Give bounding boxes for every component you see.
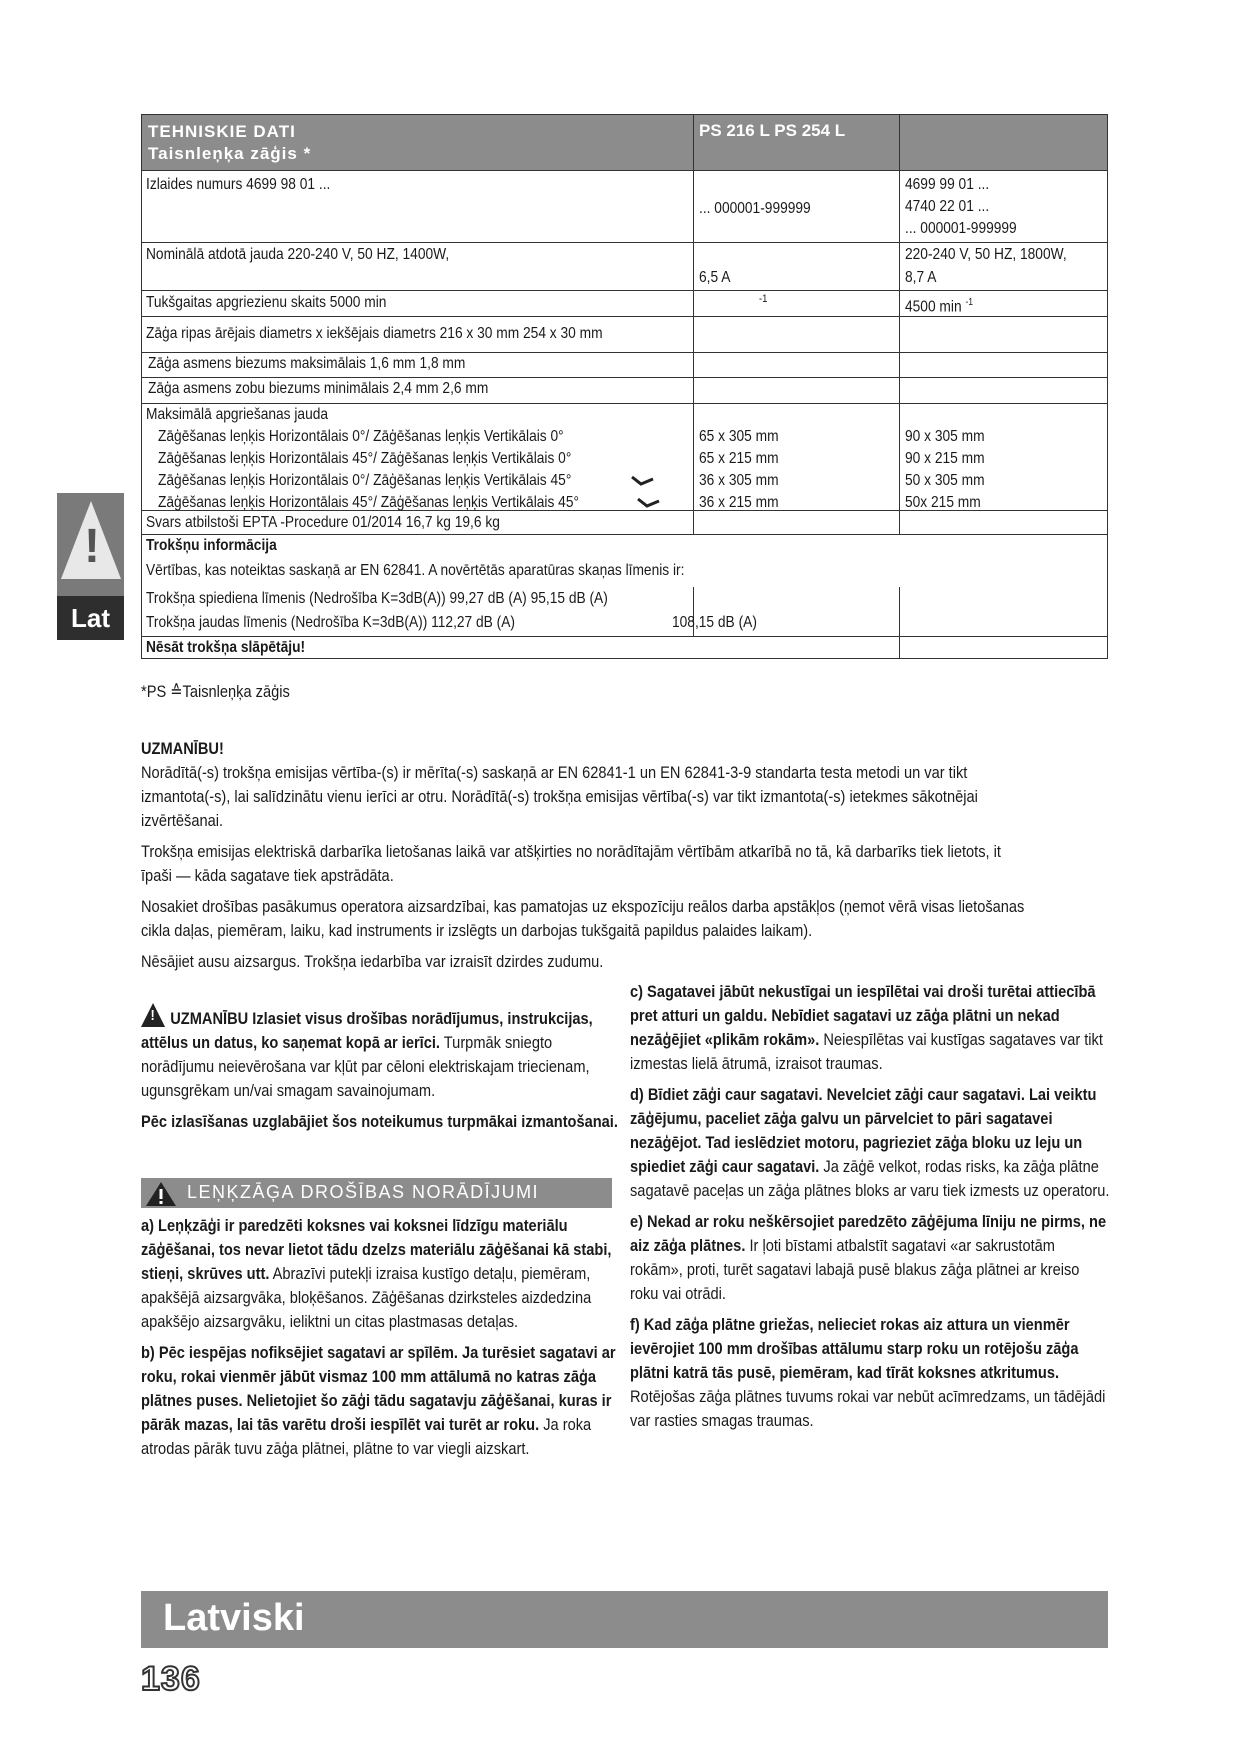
- row-apgriezieni-ps254: 4500 min: [905, 298, 962, 316]
- rule-f-bold: f) Kad zāģa plātne griežas, nelieciet rokas aiz attura un vienmēr ievērojiet 100 mm drošības attālumu starp roku un rotējošu zāģa plātni katrā tās pusē, piemēram, kad tīrāt koksnes atkritumus.: [630, 1315, 1079, 1382]
- general-warning-text: Turpmāk sniegto norādījumu neievērošana var kļūt par cēloni elektriskajam triecienam, ugunsgrēkam un/vai smagam savainojumam.: [141, 1033, 590, 1100]
- row-izlaides-ps254-c: ... 000001-999999: [905, 220, 1017, 237]
- uzmanibu-p1b: izmantota(-s), lai salīdzinātu vienu ierīci ar otru. Norādītā(-s) trokšņa emisijas vērtība(-s) var tikt izmantota(-s) ietekmes sākotnējai: [141, 787, 978, 806]
- rule-a-bold: a) Leņķzāģi ir paredzēti koksnes vai koksnei līdzīgu materiālu zāģēšanai, tos nevar lietot tādu dzelzs materiālu zāģēšanai kā stabi, stieņi, skrūves utt.: [141, 1216, 612, 1283]
- general-warning-bold: UZMANĪBU Izlasiet visus drošības norādījumus, instrukcijas, attēlus un datus, ko saņemat kopā ar ierīci.: [141, 1009, 593, 1052]
- rule-c-bold: c) Sagatavei jābūt nekustīgai un iespīlētai vai droši turētai attiecībā pret atturi un galdu. Nebīdiet sagatavi uz zāģa plātni un nekad nezāģējiet «plikām rokām».: [630, 982, 1096, 1049]
- rule-f-text: Rotējošas zāģa plātnes tuvums rokai var nebūt acīmredzams, un tādējādi var rasties smagas traumas.: [630, 1387, 1106, 1430]
- rule-a-text: Abrazīvi putekļi izraisa kustīgo detaļu, piemēram, apakšējā aizsargvāka, bloķēšanos. Zāģēšanas dzirksteles aizdedzina apakšējo aizsargvāku, ieliktni un citas plastmasas detaļas.: [141, 1264, 592, 1331]
- uzmanibu-title: UZMANĪBU!: [141, 739, 224, 758]
- rule-e-text: Ir ļoti bīstami atbalstīt sagatavi «ar sakrustotām rokām», proti, turēt sagatavi labajā pusē blakus zāģa plātnei ar kreiso roku vai otrādi.: [630, 1236, 1080, 1303]
- uzmanibu-p3a: Nosakiet drošības pasākumus operatora aizsardzībai, kas pamatojas uz ekspozīciju reālos darba apstākļos (ņemot vērā visas lietošanas: [141, 897, 1025, 916]
- row-cut-3-ps216: 36 x 305 mm: [699, 472, 779, 489]
- rule-e-bold: e) Nekad ar roku neškērsojiet paredzēto zāģējuma līniju ne pirms, ne aiz zāģa plātnes.: [630, 1212, 1107, 1255]
- right-column: [630, 980, 1112, 1440]
- uzmanibu-p4: Nēsājiet ausu aizsargus. Trokšņa iedarbība var izraisīt dzirdes zudumu.: [141, 952, 604, 971]
- row-cut-3: Zāģēšanas leņķis Horizontālais 0°/ Zāģēšanas leņķis Vertikālais 45°: [158, 472, 572, 489]
- footer-bar: [141, 1591, 1108, 1648]
- left-column-rules: [141, 1214, 623, 1468]
- bevel-angle-icon: [637, 497, 661, 509]
- row-spiediena: Trokšņa spiediena līmenis (Nedrošība K=3dB(A)) 99,27 dB (A) 95,15 dB (A): [146, 590, 608, 607]
- row-biezums-max: Zāģa asmens biezums maksimālais 1,6 mm 1,8 mm: [148, 355, 466, 372]
- section-title: LEŅĶZĀĢA DROŠĪBAS NORĀDĪJUMI: [187, 1182, 540, 1202]
- row-izlaides-ps216: ... 000001-999999: [699, 200, 811, 217]
- row-izlaides-ps254-b: 4740 22 01 ...: [905, 198, 990, 215]
- row-cut-2: Zāģēšanas leņķis Horizontālais 45°/ Zāģēšanas leņķis Vertikālais 0°: [158, 450, 572, 467]
- row-svars: Svars atbilstoši EPTA -Procedure 01/2014 16,7 kg 19,6 kg: [146, 514, 500, 531]
- row-izlaides-label: Izlaides numurs 4699 98 01 ...: [146, 176, 331, 193]
- footnote: *PS ≙Taisnleņķa zāģis: [141, 682, 290, 701]
- row-jauda-ps254-a: 220-240 V, 50 HZ, 1800W,: [905, 246, 1067, 263]
- row-jauda-ps216: 6,5 A: [699, 269, 731, 286]
- rule-b-text: Ja roka atrodas pārāk tuvu zāģa plātnei, plātne to var viegli aizskart.: [141, 1415, 592, 1458]
- page-number: 136: [141, 1660, 201, 1698]
- row-jaudas-ps254: 108,15 dB (A): [672, 614, 757, 631]
- row-nesat: Nēsāt trokšņa slāpētāju!: [146, 639, 306, 656]
- row-divider: [142, 290, 1107, 291]
- row-cut-4: Zāģēšanas leņķis Horizontālais 45°/ Zāģēšanas leņķis Vertikālais 45°: [158, 494, 579, 511]
- table-models: PS 216 L PS 254 L: [699, 121, 846, 140]
- column-divider: [693, 115, 694, 534]
- rule-b-bold: b) Pēc iespējas nofiksējiet sagatavi ar spīlēm. Ja turēsiet sagatavi ar roku, rokai vienmēr jābūt vismaz 100 mm attālumā no katras zāģa plātnes puses. Nelietojiet šo zāģi tādu sagatavju zāģēšanai, kuras ir pārāk mazas, lai tās varētu droši iespīlēt vai turēt ar roku.: [141, 1343, 616, 1434]
- row-divider: [142, 242, 1107, 243]
- language-side-tab: [57, 493, 124, 640]
- warning-icon: [145, 1181, 177, 1207]
- keep-instructions: Pēc izlasīšanas uzglabājiet šos noteikumus turpmākai izmantošanai.: [141, 1112, 618, 1131]
- table-header: [142, 115, 1107, 171]
- row-apgriezieni-label: Tukšgaitas apgriezienu skaits 5000 min: [146, 294, 387, 311]
- column-divider: [899, 115, 900, 534]
- row-jaudas: Trokšņa jaudas līmenis (Nedrošība K=3dB(A)) 112,27 dB (A): [146, 614, 516, 631]
- row-maks-label: Maksimālā apgriešanas jauda: [146, 406, 329, 423]
- row-cut-2-ps216: 65 x 215 mm: [699, 450, 779, 467]
- exclamation-icon: !: [84, 520, 100, 573]
- row-diametrs: Zāģa ripas ārējais diametrs x iekšējais diametrs 216 x 30 mm 254 x 30 mm: [146, 325, 603, 342]
- section-header: [141, 1178, 612, 1208]
- row-divider: [142, 377, 1107, 378]
- row-troksnu-title: Trokšņu informācija: [146, 537, 277, 554]
- row-divider: [142, 636, 1107, 637]
- row-cut-2-ps254: 90 x 215 mm: [905, 450, 985, 467]
- row-jauda-ps254-b: 8,7 A: [905, 269, 937, 286]
- row-jauda-label: Nominālā atdotā jauda 220-240 V, 50 HZ, 1400W,: [146, 246, 450, 263]
- row-izlaides-ps254-a: 4699 99 01 ...: [905, 176, 990, 193]
- row-biezums-min: Zāģa asmens zobu biezums minimālais 2,4 mm 2,6 mm: [148, 380, 489, 397]
- table-title: TEHNISKIE DATI: [148, 122, 296, 141]
- rule-d-bold: d) Bīdiet zāģi caur sagatavi. Nevelciet zāģi caur sagatavi. Lai veiktu zāģējumu, paceliet zāģa galvu un pārvelciet to pāri sagatavei nezāģējot. Tad ieslēdziet motoru, pagrieziet zāģa bloku uz leju un spiediet zāģi caur sagatavi.: [630, 1085, 1097, 1176]
- uzmanibu-p1a: Norādītā(-s) trokšņa emisijas vērtība-(s) ir mērīta(-s) saskaņā ar EN 62841-1 un EN 62841-3-9 standarta testa metodi un var tikt: [141, 763, 968, 782]
- row-cut-4-ps216: 36 x 215 mm: [699, 494, 779, 511]
- row-apgriezieni-unit-sup: -1: [759, 293, 768, 305]
- uzmanibu-p2b: īpaši — kāda sagatave tiek apstrādāta.: [141, 866, 394, 885]
- table-subtitle: Taisnleņķa zāģis *: [148, 144, 312, 163]
- column-divider: [899, 587, 900, 658]
- left-column: [141, 1003, 623, 1141]
- row-cut-1-ps216: 65 x 305 mm: [699, 428, 779, 445]
- footer-language: Latviski: [163, 1597, 305, 1639]
- row-cut-4-ps254: 50x 215 mm: [905, 494, 981, 511]
- uzmanibu-p2a: Trokšņa emisijas elektriskā darbarīka lietošanas laikā var atšķirties no norādītajām vērtībām atkarībā no tā, kā darbarīks tiek lietots, it: [141, 842, 1001, 861]
- rule-c-text: Neiespīlētas vai kustīgas sagataves var tikt izmestas lielā ātrumā, izraisot traumas.: [630, 1030, 1103, 1073]
- row-cut-1-ps254: 90 x 305 mm: [905, 428, 985, 445]
- row-divider: [142, 352, 1107, 353]
- warning-icon: !: [141, 1003, 165, 1027]
- row-divider: [142, 403, 1107, 404]
- row-cut-3-ps254: 50 x 305 mm: [905, 472, 985, 489]
- language-tab-label: Lat: [57, 596, 124, 640]
- row-cut-1: Zāģēšanas leņķis Horizontālais 0°/ Zāģēšanas leņķis Vertikālais 0°: [158, 428, 564, 445]
- technical-data-table: [141, 114, 1108, 659]
- uzmanibu-p1c: izvērtēšanai.: [141, 811, 224, 830]
- uzmanibu-p3b: cikla daļas, piemēram, laiku, kad instruments ir izslēgts un darbojas tukšgaitā papildus palaides laikam).: [141, 921, 813, 940]
- bevel-angle-icon: [631, 475, 655, 487]
- row-divider: [142, 534, 1107, 535]
- rule-d-text: Ja zāģē velkot, rodas risks, ka zāģa plātne sagatavē paceļas un zāģa plātnes bloks ar varu tiek izmests uz operatoru.: [630, 1157, 1110, 1200]
- row-apgriezieni-ps254-sup: -1: [965, 297, 974, 308]
- row-vertibas: Vērtības, kas noteiktas saskaņā ar EN 62841. A novērtētās aparatūras skaņas līmenis ir:: [146, 562, 685, 579]
